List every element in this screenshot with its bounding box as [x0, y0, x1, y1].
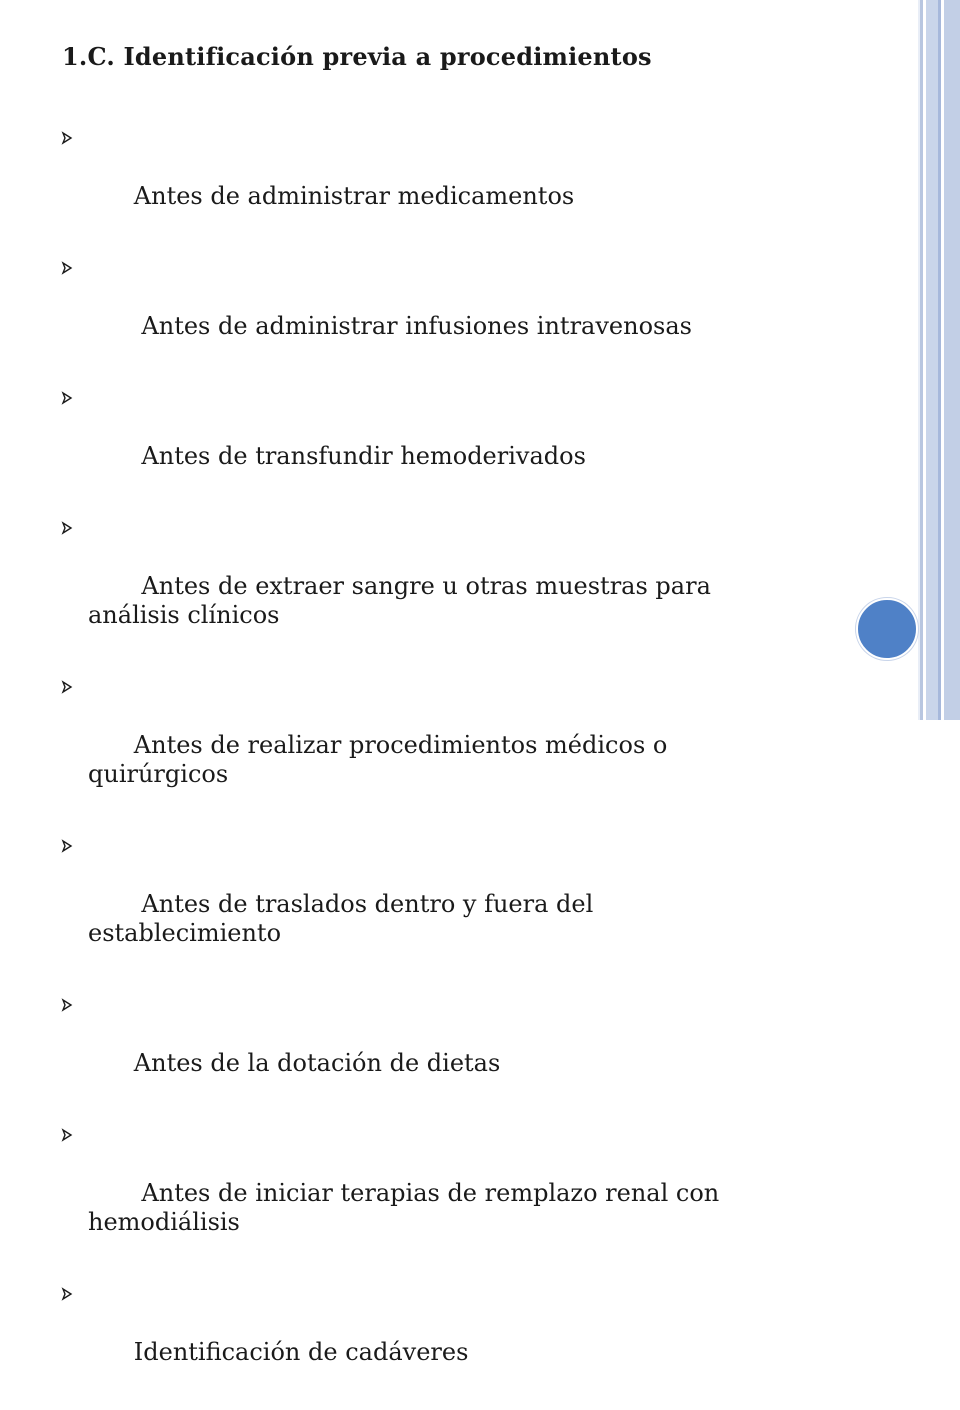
list-item: [58, 1280, 838, 1396]
bullet-text: Antes de traslados dentro y fuera del establecimiento: [88, 890, 594, 947]
bullet-text: Antes de administrar infusiones intravenosas: [133, 312, 692, 340]
arrow-bullet-icon: [60, 675, 76, 699]
arrow-bullet-icon: [60, 386, 76, 410]
list-item: [58, 384, 838, 500]
bullet-text: Antes de la dotación de dietas: [133, 1049, 501, 1077]
bullet-text: Identificación de cadáveres: [133, 1338, 469, 1366]
decorative-circle: [856, 598, 918, 660]
bullet-text: Antes de administrar medicamentos: [133, 182, 575, 210]
decorative-side-frame: [918, 0, 960, 720]
bullet-text: Antes de realizar procedimientos médicos o quirúrgicos: [88, 731, 668, 788]
arrow-bullet-icon: [60, 126, 76, 150]
arrow-bullet-icon: [60, 256, 76, 280]
arrow-bullet-icon: [60, 834, 76, 858]
bullet-list: [58, 124, 838, 1410]
list-item: [58, 514, 838, 659]
arrow-bullet-icon: [60, 1123, 76, 1147]
arrow-bullet-icon: [60, 1282, 76, 1306]
arrow-bullet-icon: [60, 993, 76, 1017]
slide-title: 1.C. Identificación previa a procedimientos: [62, 42, 652, 71]
list-item: [58, 991, 838, 1107]
bullet-text: Antes de extraer sangre u otras muestras para análisis clínicos: [88, 572, 711, 629]
list-item: [58, 673, 838, 818]
list-item: [58, 254, 838, 370]
list-item: [58, 1121, 838, 1266]
bullet-text: Antes de transfundir hemoderivados: [133, 442, 586, 470]
bullet-text: Antes de iniciar terapias de remplazo renal con hemodiálisis: [88, 1179, 720, 1236]
list-item: [58, 124, 838, 240]
list-item: [58, 832, 838, 977]
arrow-bullet-icon: [60, 516, 76, 540]
